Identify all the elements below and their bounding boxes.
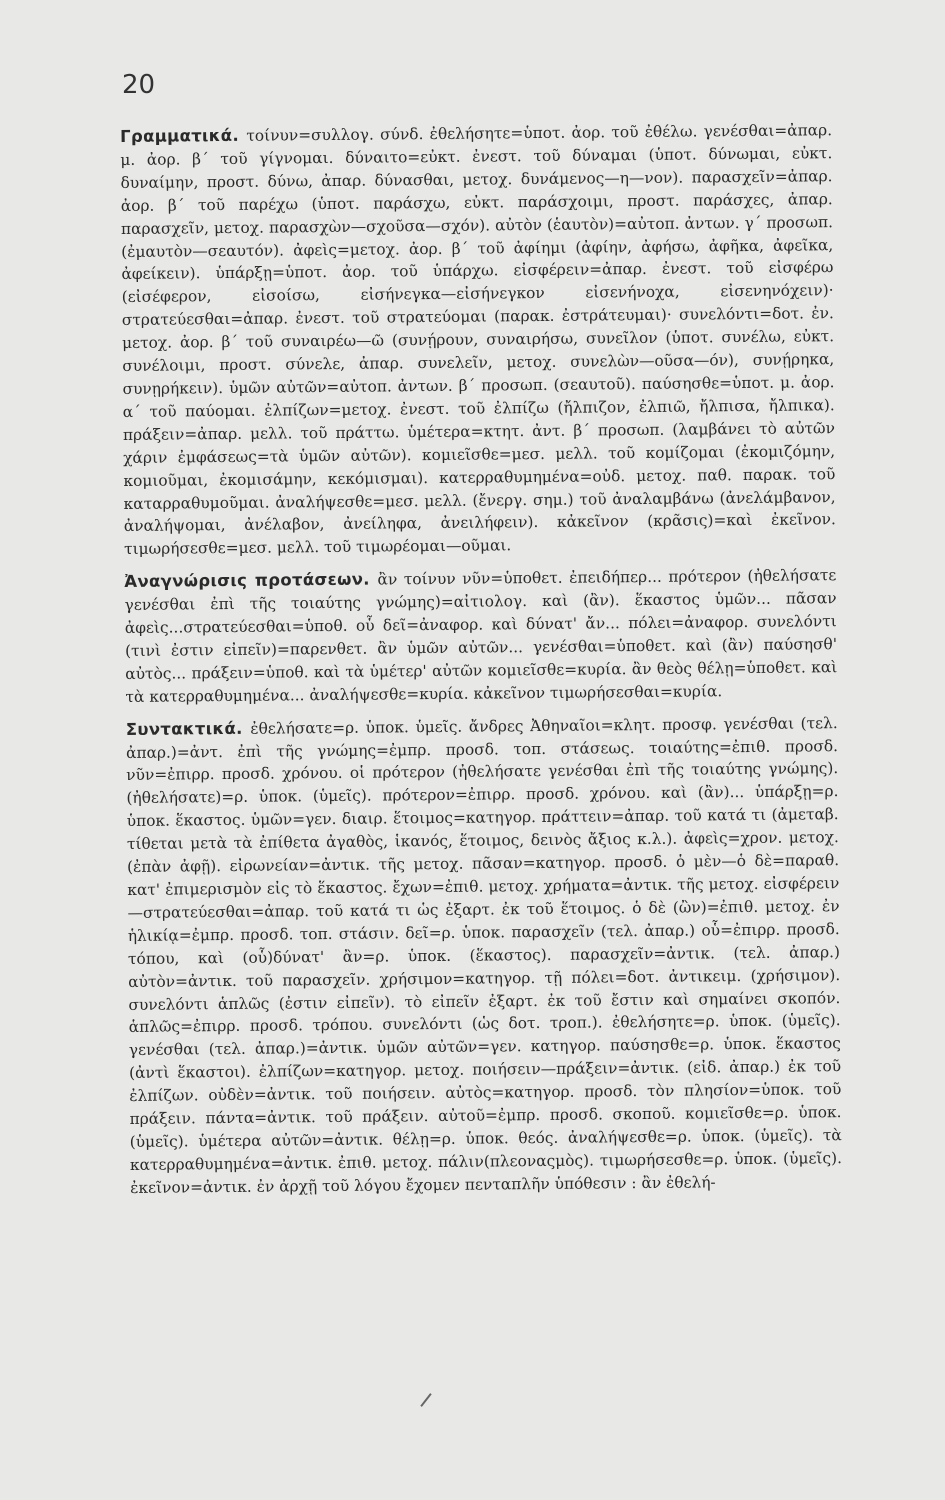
section-text: ἂν τοίνυν νῦν=ὑποθετ. ἐπειδήπερ... πρότερον (ἠθελήσατε γενέσθαι ἐπὶ τῆς τοιαύτης γνώμης)=αἰτιολογ. καὶ (ἂν). ἕκαστος ὑμῶν... πᾶσαν ἀφεὶς...στρατεύεσθαι=ὑποθ. οὗ δεῖ=ἀναφορ. καὶ δύνατ' ἄν... πόλει=ἀναφορ. συνελόντι (τινὶ ἐστιν εἰπεῖν)=παρενθετ. ἂν ὑμῶν αὐτῶν... γενέσθαι=ὑποθετ. καὶ (ἂν) παύσησθ' αὐτὸς... πράξειν=ὑποθ. καὶ τὰ ὑμέτερ' αὐτῶν κομιεῖσθε=κυρία. ἂν θεὸς θέλῃ=ὑποθετ. καὶ τὰ κατερραθυμημένα... ἀναλήψεσθε=κυρία. κἀκεῖνον τιμωρήσεσθαι=κυρία. <box>124 566 838 706</box>
section-recognition <box>124 564 837 708</box>
page-content <box>120 119 842 1209</box>
section-grammar <box>120 119 836 561</box>
pencil-mark <box>420 1393 431 1407</box>
section-heading: Γραμματικά. <box>120 125 247 146</box>
section-text: τοίνυν=συλλογ. σύνδ. ἐθελήσητε=ὑποτ. ἀορ. τοῦ ἐθέλω. γενέσθαι=ἀπαρ. μ. ἀορ. β΄ τοῦ γίγνομαι. δύναιτο=εὐκτ. ἐνεστ. τοῦ δύναμαι (ὑποτ. δύνωμαι, εὐκτ. δυναίμην, προστ. δύνω, ἀπαρ. δύνασθαι, μετοχ. δυνάμενος—η—νον). παρασχεῖν=ἀπαρ. ἀορ. β΄ τοῦ παρέχω (ὑποτ. παράσχω, εὐκτ. παράσχοιμι, προστ. παράσχες, ἀπαρ. παρασχεῖν, μετοχ. παρασχὼν—σχοῦσα—σχόν). αὐτὸν (ἑαυτὸν)=αὐτοπ. ἀντων. γ΄ προσωπ. (ἐμαυτὸν—σεαυτόν). ἀφεὶς=μετοχ. ἀορ. β΄ τοῦ ἀφίημι (ἀφίην, ἀφήσω, ἀφῆκα, ἀφεῖκα, ἀφείκειν). ὑπάρξῃ=ὑποτ. ἀορ. τοῦ ὑπάρχω. εἰσφέρειν=ἀπαρ. ἐνεστ. τοῦ εἰσφέρω (εἰσέφερον, εἰσοίσω, εἰσήνεγκα—εἰσήνεγκον εἰσενήνοχα, εἰσενηνόχειν)· στρατεύεσθαι=ἀπαρ. ἐνεστ. τοῦ στρατεύομαι (παρακ. ἐστράτευμαι)· συνελόντι=δοτ. ἐν. μετοχ. ἀορ. β΄ τοῦ συναιρέω—ῶ (συνῄρουν, συναιρήσω, συνεῖλον (ὑποτ. συνέλω, εὐκτ. συνέλοιμι, προστ. σύνελε, ἀπαρ. συνελεῖν, μετοχ. συνελὼν—οῦσα—όν), συνῄρηκα, συνῃρήκειν). ὑμῶν αὐτῶν=αὐτοπ. ἀντων. β΄ προσωπ. (σεαυτοῦ). παύσησθε=ὑποτ. μ. ἀορ. α΄ τοῦ παύομαι. ἐλπίζων=μετοχ. ἐνεστ. τοῦ ἐλπίζω (ἤλπιζον, ἐλπιῶ, ἤλπισα, ἤλπικα). πράξειν=ἀπαρ. μελλ. τοῦ πράττω. ὑμέτερα=κτητ. ἀντ. β΄ προσωπ. (λαμβάνει τὸ αὐτῶν χάριν ἐμφάσεως=τὰ ὑμῶν αὐτῶν). κομιεῖσθε=μεσ. μελλ. τοῦ κομίζομαι (ἐκομιζόμην, κομιοῦμαι, ἐκομισάμην, κεκόμισμαι). κατερραθυμημένα=οὐδ. μετοχ. παθ. παρακ. τοῦ καταρραθυμοῦμαι. ἀναλήψεσθε=μεσ. μελλ. (ἔνεργ. σημ.) τοῦ ἀναλαμβάνω (ἀνελάμβανον, ἀναλήψομαι, ἀνέλαβον, ἀνείληφα, ἀνειλήφειν). κἀκεῖνον (κρᾶσις)=καὶ ἐκεῖνον. τιμωρήσεσθε=μεσ. μελλ. τοῦ τιμωρέομαι—οῦμαι. <box>120 121 836 559</box>
section-syntax <box>126 712 843 1200</box>
page-number: 20 <box>122 70 156 100</box>
section-heading: Ἀναγνώρισις προτάσεων. <box>124 569 378 592</box>
section-heading: Συντακτικά. <box>125 718 251 739</box>
section-text: ἐθελήσατε=ρ. ὑποκ. ὑμεῖς. ἄνδρες Ἀθηναῖοι=κλητ. προσφ. γενέσθαι (τελ. ἀπαρ.)=ἀντ. ἐπὶ τῆς γνώμης=ἐμπρ. προσδ. τοπ. στάσεως. τοιαύτης=ἐπιθ. προσδ. νῦν=ἐπιρρ. προσδ. χρόνου. οἱ πρότερον (ἠθελήσατε γενέσθαι ἐπὶ τῆς τοιαύτης γνώμης). (ἠθελήσατε)=ρ. ὑποκ. (ὑμεῖς). πρότερον=ἐπιρρ. προσδ. χρόνου. καὶ (ἂν)... ὑπάρξῃ=ρ. ὑποκ. ἕκαστος. ὑμῶν=γεν. διαιρ. ἕτοιμος=κατηγορ. πράττειν=ἀπαρ. τοῦ κατά τι (ἀμεταβ. τίθεται μετὰ τὰ ἐπίθετα ἀγαθὸς, ἱκανός, ἕτοιμος, δεινὸς ἄξιος κ.λ.). ἀφεὶς=χρον. μετοχ. (ἐπὰν ἀφῇ). εἰρωνείαν=ἀντικ. τῆς μετοχ. πᾶσαν=κατηγορ. προσδ. ὁ μὲν—ὁ δὲ=παραθ. κατ' ἐπιμερισμὸν εἰς τὸ ἕκαστος. ἔχων=ἐπιθ. μετοχ. χρήματα=ἀντικ. τῆς μετοχ. εἰσφέρειν—στρατεύεσθαι=ἀπαρ. τοῦ κατά τι ὡς ἐξαρτ. ἐκ τοῦ ἕτοιμος. ὁ δὲ (ὢν)=ἐπιθ. μετοχ. ἐν ἡλικίᾳ=ἐμπρ. προσδ. τοπ. στάσιν. δεῖ=ρ. ὑποκ. παρασχεῖν (τελ. ἀπαρ.) οὗ=ἐπιρρ. προσδ. τόπου, καὶ (οὗ)δύνατ' ἂν=ρ. ὑποκ. (ἕκαστος). παρασχεῖν=ἀντικ. (τελ. ἀπαρ.) αὐτὸν=ἀντικ. τοῦ παρασχεῖν. χρήσιμον=κατηγορ. τῇ πόλει=δοτ. ἀντικειμ. (χρήσιμον). συνελόντι ἁπλῶς (ἐστιν εἰπεῖν). τὸ εἰπεῖν ἐξαρτ. ἐκ τοῦ ἔστιν καὶ σημαίνει σκοπόν. ἁπλῶς=ἐπιρρ. προσδ. τρόπου. συνελόντι (ὡς δοτ. τροπ.). ἐθελήσητε=ρ. ὑποκ. (ὑμεῖς). γενέσθαι (τελ. ἀπαρ.)=ἀντικ. ὑμῶν αὐτῶν=γεν. κατηγορ. παύσησθε=ρ. ὑποκ. ἕκαστος (ἀντὶ ἕκαστοι). ἐλπίζων=κατηγορ. μετοχ. ποιήσειν—πράξειν=ἀντικ. (εἰδ. ἀπαρ.) ἐκ τοῦ ἐλπίζων. οὐδὲν=ἀντικ. τοῦ ποιήσειν. αὐτὸς=κατηγορ. προσδ. τὸν πλησίον=ὑποκ. τοῦ πράξειν. πάντα=ἀντικ. τοῦ πράξειν. αὐτοῦ=ἐμπρ. προσδ. σκοποῦ. κομιεῖσθε=ρ. ὑποκ. (ὑμεῖς). ὑμέτερα αὐτῶν=ἀντικ. θέλῃ=ρ. ὑποκ. θεός. ἀναλήψεσθε=ρ. ὑποκ. (ὑμεῖς). τὰ κατερραθυμημένα=ἀντικ. ἐπιθ. μετοχ. πάλιν(πλεοναςμὸς). τιμωρήσεσθε=ρ. ὑποκ. (ὑμεῖς). ἐκεῖνον=ἀντικ. ἐν ἀρχῇ τοῦ λόγου ἔχομεν πενταπλῆν ὑπόθεσιν : ἂν ἐθελή- <box>125 713 843 1197</box>
